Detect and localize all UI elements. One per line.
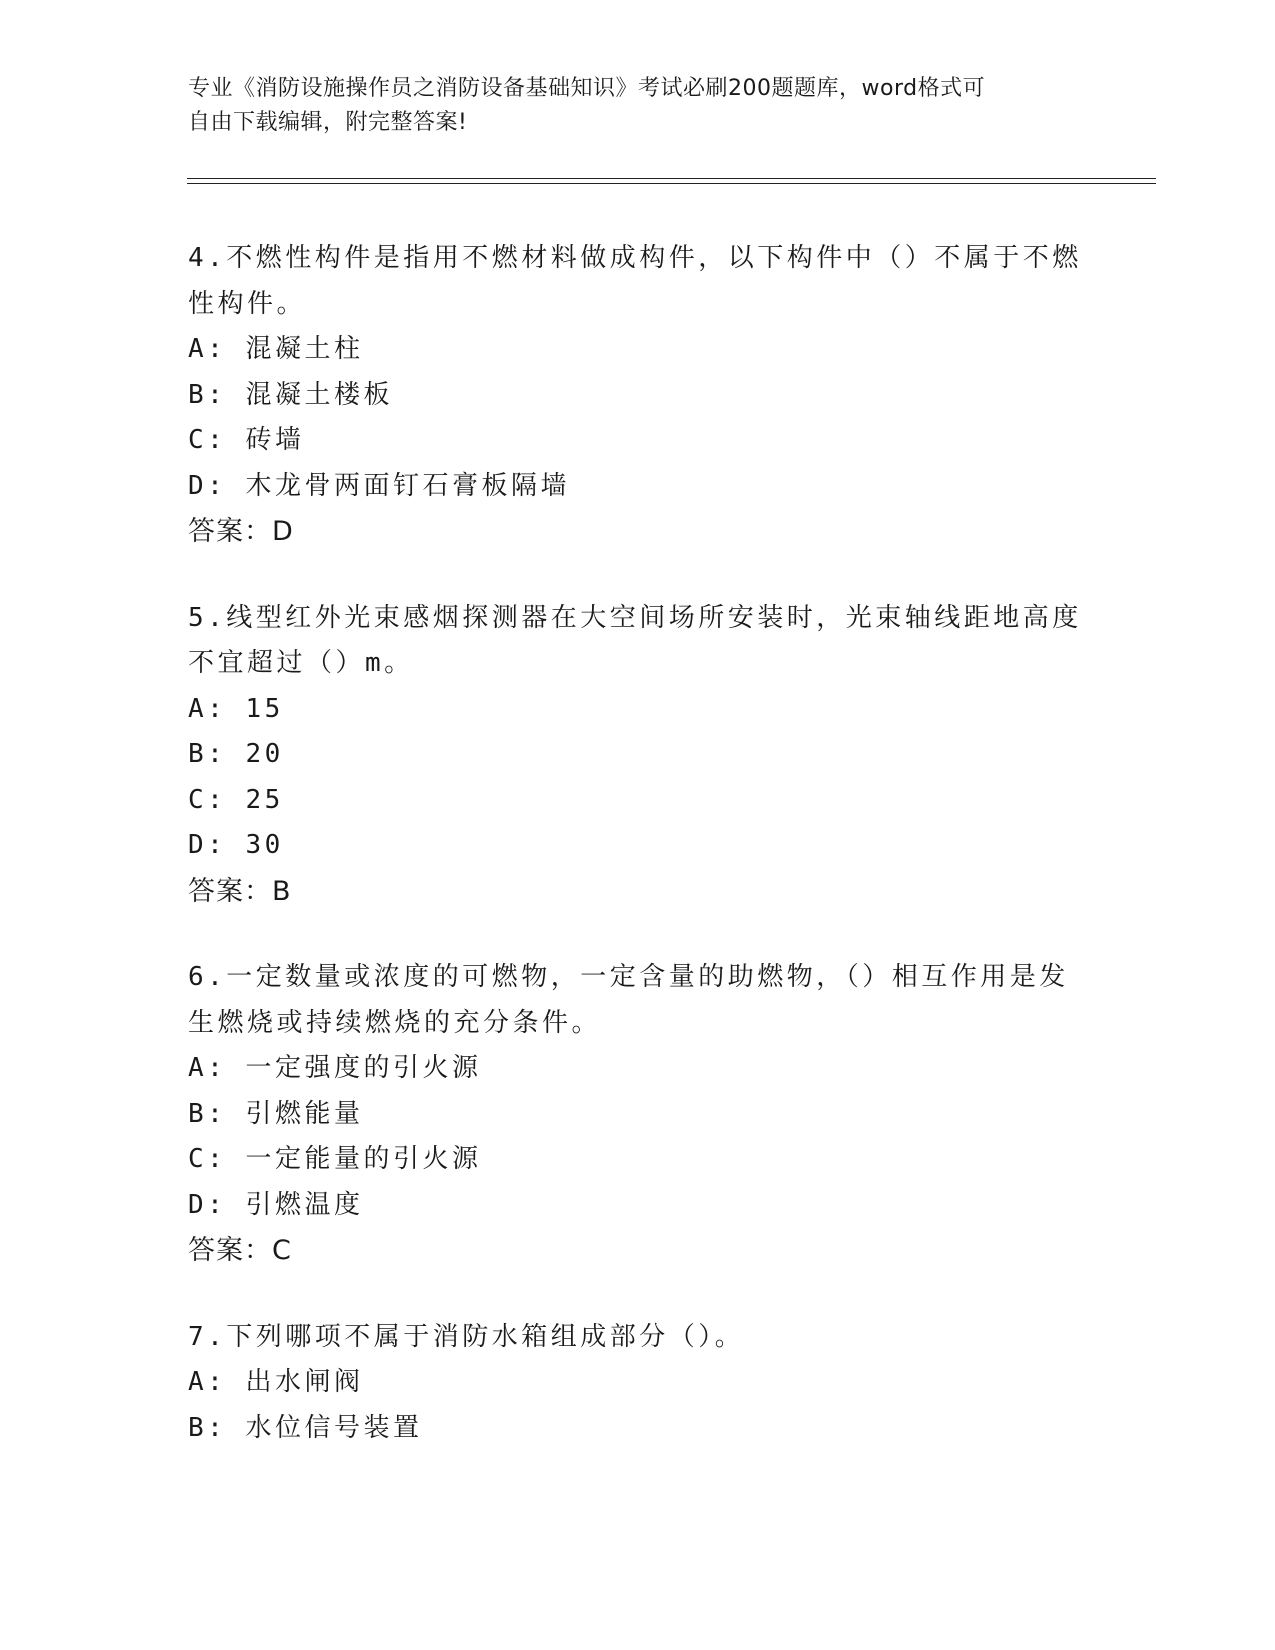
option-d: D: 30: [188, 830, 284, 860]
answer-text: 答案：D: [188, 516, 294, 547]
question-5: [188, 596, 1088, 915]
option-c: C: 一定能量的引火源: [188, 1144, 482, 1174]
question-list: [188, 236, 1088, 1492]
question-stem: 5.线型红外光束感烟探测器在大空间场所安装时，光束轴线距地高度: [188, 602, 1082, 633]
question-stem-continued: 生燃烧或持续燃烧的充分条件。: [188, 1007, 602, 1038]
question-7: [188, 1315, 1088, 1452]
option-b: B: 20: [188, 739, 284, 769]
answer-text: 答案：B: [188, 875, 292, 907]
document-header: [188, 72, 1068, 140]
question-stem-continued: 性构件。: [188, 288, 307, 319]
option-b: B: 水位信号装置: [188, 1412, 423, 1443]
question-4: [188, 236, 1088, 555]
header-divider-bottom: [187, 183, 1156, 184]
option-d: D: 木龙骨两面钉石膏板隔墙: [188, 470, 570, 501]
option-c: C: 砖墙: [188, 425, 305, 455]
option-a: A: 混凝土柱: [188, 334, 364, 364]
header-line-2: 自由下载编辑，附完整答案!: [188, 110, 468, 135]
option-b: B: 混凝土楼板: [188, 379, 393, 410]
header-divider-top: [187, 178, 1156, 179]
answer-text: 答案：C: [188, 1235, 292, 1266]
option-a: A: 15: [188, 693, 284, 724]
option-a: A: 一定强度的引火源: [188, 1053, 482, 1083]
option-b: B: 引燃能量: [188, 1098, 364, 1129]
question-stem: 7.下列哪项不属于消防水箱组成部分（）。: [188, 1321, 745, 1352]
question-stem: 6.一定数量或浓度的可燃物，一定含量的助燃物，（）相互作用是发: [188, 962, 1069, 992]
header-line-1: 专业《消防设施操作员之消防设备基础知识》考试必刷200题题库，word格式可: [188, 76, 986, 101]
option-c: C: 25: [188, 784, 284, 815]
option-a: A: 出水闸阀: [188, 1367, 364, 1397]
question-6: [188, 955, 1088, 1274]
question-stem-continued: 不宜超过（）m。: [188, 648, 414, 678]
option-d: D: 引燃温度: [188, 1189, 364, 1220]
question-stem: 4.不燃性构件是指用不燃材料做成构件，以下构件中（）不属于不燃: [188, 243, 1082, 273]
